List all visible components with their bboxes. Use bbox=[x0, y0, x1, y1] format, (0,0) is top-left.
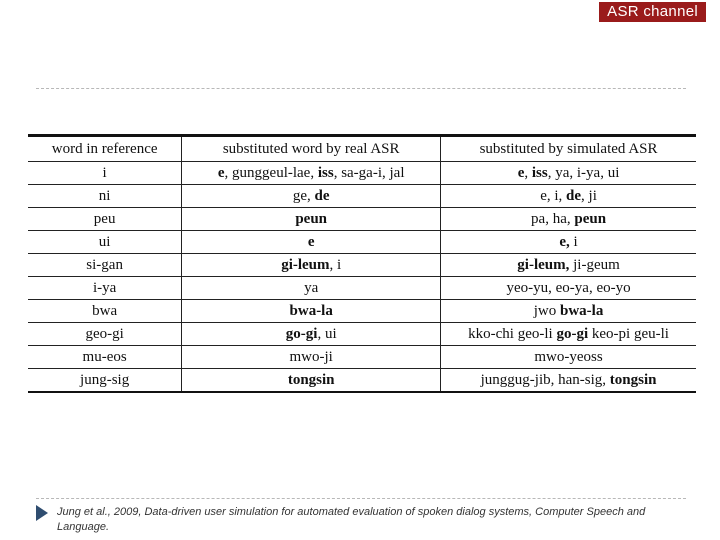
table-row bbox=[28, 254, 696, 277]
cell-simulated-asr: e, i bbox=[441, 231, 696, 254]
table-header-row bbox=[28, 136, 696, 162]
cell-reference-word: bwa bbox=[28, 300, 182, 323]
table-row bbox=[28, 185, 696, 208]
table-row bbox=[28, 323, 696, 346]
cell-reference-word: mu-eos bbox=[28, 346, 182, 369]
bottom-divider bbox=[36, 498, 686, 499]
cell-simulated-asr: yeo-yu, eo-ya, eo-yo bbox=[441, 277, 696, 300]
cell-reference-word: si-gan bbox=[28, 254, 182, 277]
cell-reference-word: peu bbox=[28, 208, 182, 231]
cell-real-asr: go-gi, ui bbox=[182, 323, 441, 346]
cell-real-asr: bwa-la bbox=[182, 300, 441, 323]
cell-simulated-asr: jwo bwa-la bbox=[441, 300, 696, 323]
cell-reference-word: ni bbox=[28, 185, 182, 208]
cell-simulated-asr: e, iss, ya, i-ya, ui bbox=[441, 162, 696, 185]
cell-simulated-asr: e, i, de, ji bbox=[441, 185, 696, 208]
cell-real-asr: ge, de bbox=[182, 185, 441, 208]
cell-real-asr: mwo-ji bbox=[182, 346, 441, 369]
cell-reference-word: ui bbox=[28, 231, 182, 254]
table-row bbox=[28, 300, 696, 323]
cell-real-asr: e, gunggeul-lae, iss, sa-ga-i, jal bbox=[182, 162, 441, 185]
cell-reference-word: jung-sig bbox=[28, 369, 182, 393]
arrow-bullet-icon bbox=[36, 505, 48, 521]
cell-reference-word: i bbox=[28, 162, 182, 185]
cell-simulated-asr: mwo-yeoss bbox=[441, 346, 696, 369]
cell-real-asr: tongsin bbox=[182, 369, 441, 393]
table-row bbox=[28, 277, 696, 300]
column-header-simulated-asr: substituted by simulated ASR bbox=[441, 136, 696, 162]
table-row bbox=[28, 231, 696, 254]
column-header-reference: word in reference bbox=[28, 136, 182, 162]
top-divider bbox=[36, 88, 686, 89]
cell-reference-word: geo-gi bbox=[28, 323, 182, 346]
cell-simulated-asr: junggug-jib, han-sig, tongsin bbox=[441, 369, 696, 393]
cell-real-asr: gi-leum, i bbox=[182, 254, 441, 277]
table-row bbox=[28, 369, 696, 393]
cell-real-asr: peun bbox=[182, 208, 441, 231]
cell-real-asr: ya bbox=[182, 277, 441, 300]
asr-substitution-table bbox=[28, 134, 696, 393]
table-row bbox=[28, 346, 696, 369]
cell-real-asr: e bbox=[182, 231, 441, 254]
citation-text: Jung et al., 2009, Data-driven user simulation for automated evaluation of spoken dialog systems, Computer Speech and Language. bbox=[57, 506, 646, 533]
column-header-real-asr: substituted word by real ASR bbox=[182, 136, 441, 162]
table-row bbox=[28, 208, 696, 231]
section-badge: ASR channel bbox=[599, 2, 706, 22]
cell-simulated-asr: kko-chi geo-li go-gi keo-pi geu-li bbox=[441, 323, 696, 346]
cell-reference-word: i-ya bbox=[28, 277, 182, 300]
cell-simulated-asr: pa, ha, peun bbox=[441, 208, 696, 231]
table-row bbox=[28, 162, 696, 185]
cell-simulated-asr: gi-leum, ji-geum bbox=[441, 254, 696, 277]
